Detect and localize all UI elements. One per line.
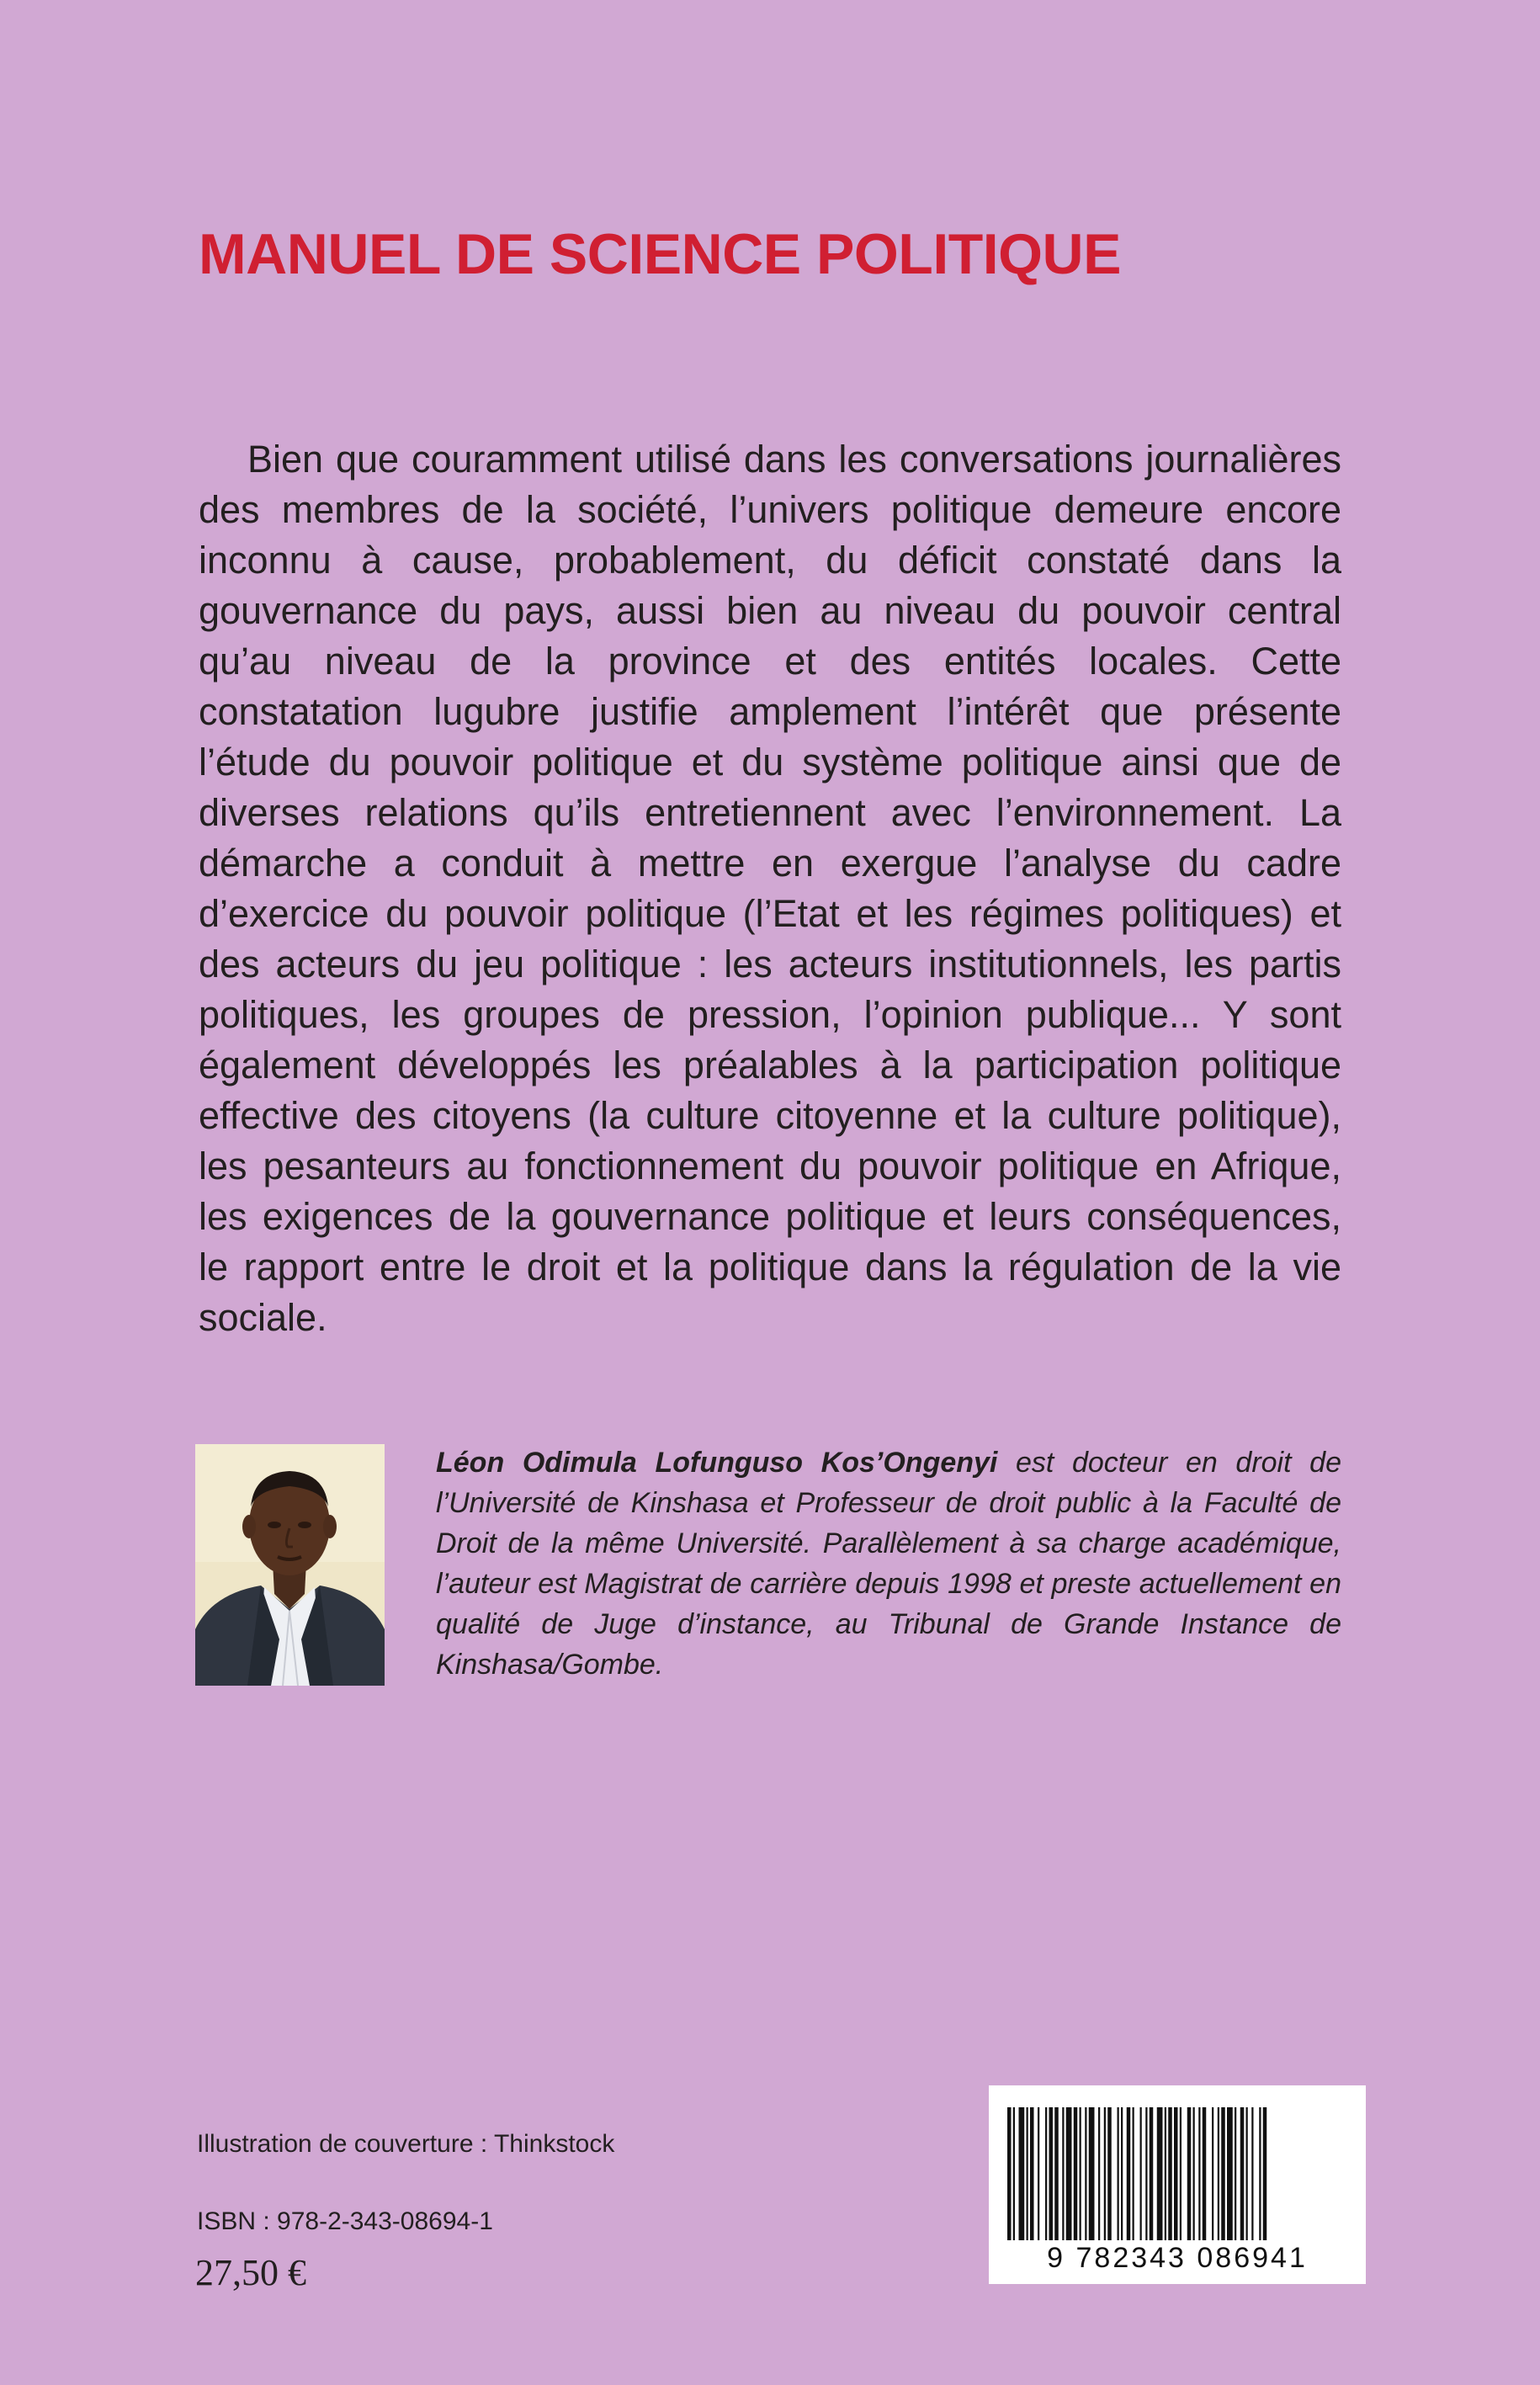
barcode-bar	[1104, 2107, 1106, 2240]
barcode-bar	[1235, 2107, 1236, 2240]
book-title: MANUEL DE SCIENCE POLITIQUE	[199, 222, 1122, 286]
barcode-bar	[1127, 2107, 1131, 2240]
barcode-bar	[1227, 2107, 1233, 2240]
barcode-bar	[1098, 2107, 1100, 2240]
barcode-bar	[1007, 2107, 1012, 2240]
barcode-bar	[1246, 2107, 1248, 2240]
barcode-bar	[1121, 2107, 1123, 2240]
isbn: ISBN : 978-2-343-08694-1	[197, 2207, 493, 2235]
barcode-bar	[1157, 2107, 1163, 2240]
barcode-bar	[1074, 2107, 1078, 2240]
barcode-bar	[1038, 2107, 1039, 2240]
cover-illustration-credit: Illustration de couverture : Thinkstock	[197, 2130, 615, 2158]
barcode-bar	[1140, 2107, 1142, 2240]
price: 27,50 €	[195, 2252, 306, 2293]
barcode-bar	[1145, 2107, 1147, 2240]
barcode-bar	[1180, 2107, 1182, 2240]
barcode-bar	[1085, 2107, 1086, 2240]
barcode-bar	[1066, 2107, 1072, 2240]
author-biography	[436, 1442, 1341, 1685]
barcode-bar	[1054, 2107, 1059, 2240]
barcode-digits: 9 782343 086941	[1047, 2242, 1308, 2274]
barcode-bar	[1165, 2107, 1166, 2240]
barcode-bar	[1030, 2107, 1034, 2240]
barcode-bars	[1004, 2107, 1351, 2240]
barcode-bar	[1221, 2107, 1225, 2240]
barcode-bar	[1212, 2107, 1213, 2240]
barcode-bar	[1045, 2107, 1047, 2240]
barcode-bar	[1150, 2107, 1154, 2240]
barcode-bar	[1133, 2107, 1134, 2240]
barcode-bar	[1193, 2107, 1195, 2240]
barcode-bar	[1203, 2107, 1207, 2240]
barcode-bar	[1263, 2107, 1267, 2240]
barcode-bar	[1187, 2107, 1192, 2240]
barcode-bar	[1080, 2107, 1081, 2240]
barcode-bar	[1089, 2107, 1095, 2240]
barcode-bar	[1168, 2107, 1172, 2240]
book-summary: Bien que couramment utilisé dans les conversations journalières des membres de la société, l’univers politique demeure encore inconnu à cause, probablement, du déficit constaté dans la gouvernance du pays, aussi bien au niveau du pouvoir central qu’au niveau de la province et des entités locales. Cette constatation lugubre justifie amplement l’intérêt que présente l’étude du pouvoir politique et du système politique ainsi que de diverses relations qu’ils entretiennent avec l’environnement. La démarche a conduit à mettre en exergue l’analyse du cadre d’exercice du pouvoir politique (l’Etat et les régimes politiques) et des acteurs du jeu politique : les acteurs institutionnels, les partis politiques, les groupes de pression, l’opinion publique... Y sont également développés les préalables à la participation politique effective des citoyens (la culture citoyenne et la culture politique), les pesanteurs au fonctionnement du pouvoir politique en Afrique, les exigences de la gouvernance politique et leurs conséquences, le rapport entre le droit et la politique dans la régulation de la vie sociale.	[199, 438, 1341, 1339]
barcode-bar	[1240, 2107, 1245, 2240]
barcode-bar	[1019, 2107, 1025, 2240]
author-portrait-image	[195, 1444, 385, 1686]
barcode-bar	[1107, 2107, 1112, 2240]
barcode-bar	[1174, 2107, 1178, 2240]
barcode-bar	[1118, 2107, 1119, 2240]
author-bio-text: est docteur en droit de l’Université de Kinshasa et Professeur de droit public à la Faculté de Droit de la même Université. Parallèlement à sa charge académique, l’auteur est Magistrat de carrière depuis 1998 et preste actuellement en qualité de Juge d’instance, au Tribunal de Grande Instance de Kinshasa/Gombe.	[436, 1447, 1341, 1681]
barcode-bar	[1251, 2107, 1253, 2240]
barcode-bar	[1062, 2107, 1064, 2240]
barcode-bar	[1259, 2107, 1261, 2240]
barcode-bar	[1013, 2107, 1015, 2240]
author-name: Léon Odimula Lofunguso Kos’Ongenyi	[436, 1447, 998, 1479]
author-photo	[195, 1444, 385, 1686]
barcode-bar	[1049, 2107, 1054, 2240]
barcode-bar	[1198, 2107, 1200, 2240]
barcode	[989, 2085, 1366, 2284]
barcode-bar	[1218, 2107, 1219, 2240]
barcode-bar	[1027, 2107, 1028, 2240]
